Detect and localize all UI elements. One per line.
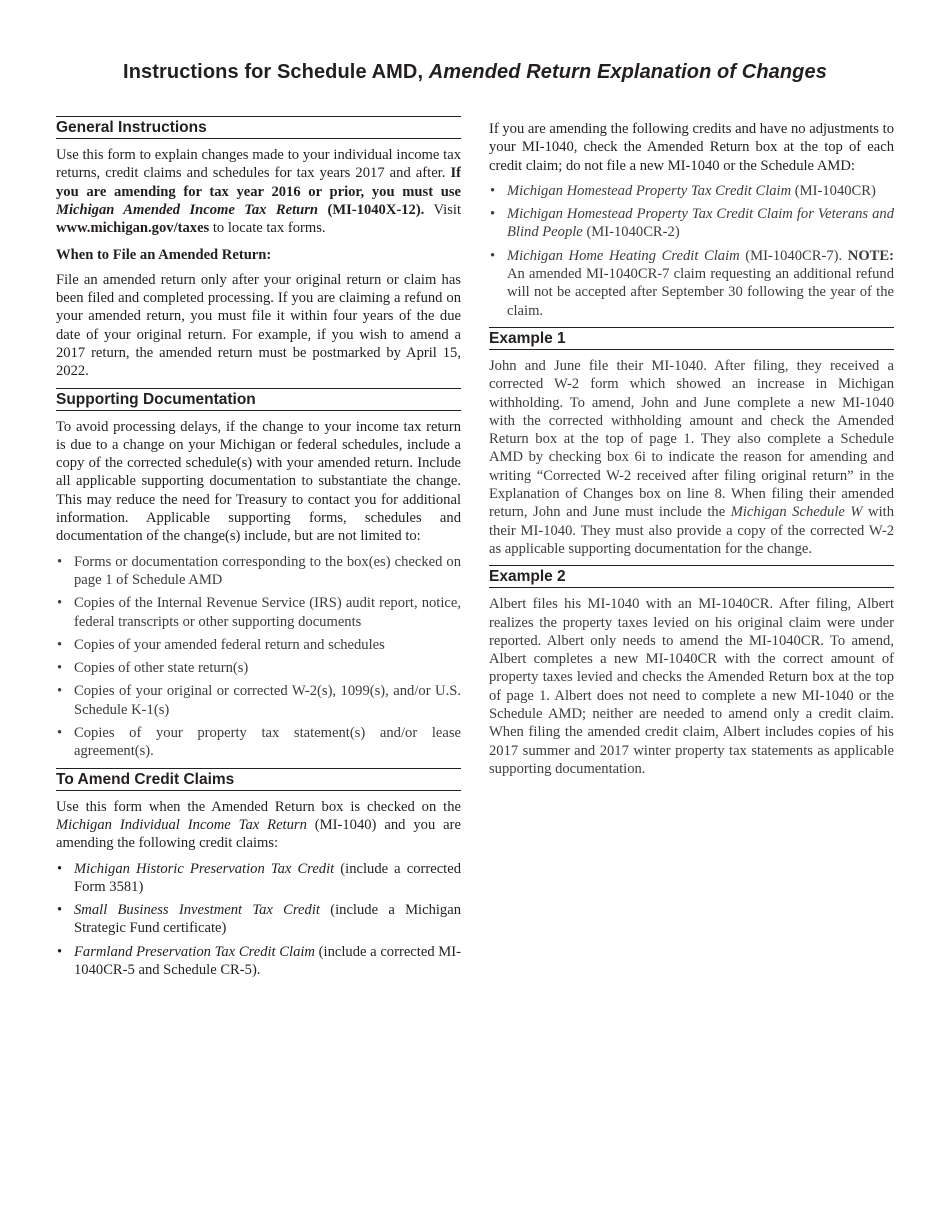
list-item: • Copies of your property tax statement(s) and/or lease agreement(s). [56,724,461,761]
example-1-heading: Example 1 [489,327,894,350]
credit-claims-list [56,860,461,980]
credit-detail: (include a Michigan Strategic Fund certificate) [74,902,462,937]
credit-name: Michigan Homestead Property Tax Credit Claim [507,182,792,199]
example-1-text-a: John and June file their MI-1040. After filing, they received a corrected W-2 form which showed an increase in Michigan withholding. To amend, John and June complete a new MI-1040 with the corrected withholding amount and check the Amended Return box at the top of page 1. They also complete a Schedule AMD by checking box 6i to indicate the reason for amending and writing “Corrected W-2 received after filing original return” in the Explanation of Changes box on line 8. When filing their amended return, John and June must include the [489,357,894,521]
general-text-end: to locate tax forms. [209,220,326,237]
credit-detail: (include a corrected MI-1040CR-5 and Schedule CR-5). [74,943,461,978]
amend-credit-claims-heading: To Amend Credit Claims [56,768,461,791]
general-text-visit: Visit [424,201,462,218]
general-text-form-name: Michigan Amended Income Tax Return [56,201,319,218]
example-2-heading: Example 2 [489,565,894,588]
general-text-form-code: (MI-1040X-12). [318,201,425,218]
list-item [56,901,461,938]
credit-detail: (MI-1040CR) [791,182,876,199]
credit-detail: (MI-1040CR-2) [582,224,680,241]
page-title [0,61,950,84]
general-instructions-text [56,146,461,237]
list-item: • Copies of your original or corrected W-2(s), 1099(s), and/or U.S. Schedule K-1(s) [56,682,461,719]
list-item: • Forms or documentation corresponding to the box(es) checked on page 1 of Schedule AMD [56,553,461,590]
supporting-documentation-list [56,553,461,761]
list-item [56,943,461,980]
credit-name: Michigan Historic Preservation Tax Credit [74,860,335,877]
credit-claims-text-a: Use this form when the Amended Return box is checked on the [56,798,461,815]
credits-list [489,182,894,320]
example-2-text: Albert files his MI-1040 with an MI-1040CR. After filing, Albert realizes the property taxes levied on his original claim were under reported. Albert only needs to amend the MI-1040CR. To amend, Albert completes a new MI-1040CR with the correct amount of property taxes levied and checks the Amended Return box at the top of page 1. Albert does not need to complete a new MI-1040 or the Schedule AMD; neither are needed to amend only a credit claim. When filing the amended credit claim, Albert includes copies of his 2017 summer and 2017 winter property tax statements as applicable supporting documentation. [489,596,894,777]
example-1-form-name: Michigan Schedule W [730,504,863,521]
note-text: An amended MI-1040CR-7 claim requesting an additional refund will not be accepted after September 30 following the year of the claim. [507,266,894,319]
credit-detail: (MI-1040CR-7). [739,247,848,264]
website-link[interactable]: www.michigan.gov/taxes [56,220,210,237]
right-column [489,120,894,785]
amend-credit-claims-text [56,798,461,853]
list-item: • Copies of the Internal Revenue Service (IRS) audit report, notice, federal transcripts or other supporting documents [56,594,461,631]
credit-claims-text-b: (MI-1040) and you are amending the following credit claims: [56,816,461,852]
list-item [489,182,894,200]
list-item [489,205,894,242]
when-to-file-text: File an amended return only after your original return or claim has been filed and completed processing. If you are claiming a refund on your amended return, you must file it within four years of the due date of your original return. For example, if you wish to amend a 2017 return, the amended return must be postmarked by April 15, 2022. [56,271,461,380]
credit-detail: (include a corrected Form 3581) [74,860,462,895]
credit-claims-form-name: Michigan Individual Income Tax Return [56,816,307,833]
example-1-text-b: with their MI-1040. They must also provide a copy of the corrected W-2 as applicable supporting documentation for the change. [489,504,894,557]
list-item: • Copies of other state return(s) [56,659,461,677]
supporting-documentation-heading: Supporting Documentation [56,388,461,411]
credit-name: Michigan Homestead Property Tax Credit Claim for Veterans and Blind People [507,206,894,241]
title-main: Instructions for Schedule AMD, [123,61,429,83]
note-label: NOTE: [847,247,894,264]
list-item: • Copies of your amended federal return and schedules [56,636,461,654]
general-instructions-heading: General Instructions [56,116,461,139]
list-item [489,247,894,320]
supporting-documentation-text: To avoid processing delays, if the change to your income tax return is due to a change on your Michigan or federal schedules, include a copy of the corrected schedule(s) with your amended return. Include all applicable supporting documentation to substantiate the change. This may reduce the need for Treasury to contact you for additional information. Applicable supporting forms, schedules and documentation of the change(s) include, but are not limited to: [56,418,461,545]
credit-name: Michigan Home Heating Credit Claim [507,247,740,264]
credit-name: Small Business Investment Tax Credit [74,902,320,919]
general-text-bold: If you are amending for tax year 2016 or prior, you must use [56,165,461,200]
left-column [56,116,461,986]
credits-intro-text: If you are amending the following credits and have no adjustments to your MI-1040, check the Amended Return box at the top of each credit claim; do not file a new MI-1040 or the Schedule AMD: [489,121,894,174]
title-italic: Amended Return Explanation of Changes [428,61,827,83]
credit-name: Farmland Preservation Tax Credit Claim [74,943,315,960]
when-to-file-heading: When to File an Amended Return: [56,247,272,264]
example-1-text [489,357,894,558]
general-text-a: Use this form to explain changes made to your individual income tax returns, credit claims and schedules for tax years 2017 and after. [56,147,461,182]
list-item [56,860,461,897]
